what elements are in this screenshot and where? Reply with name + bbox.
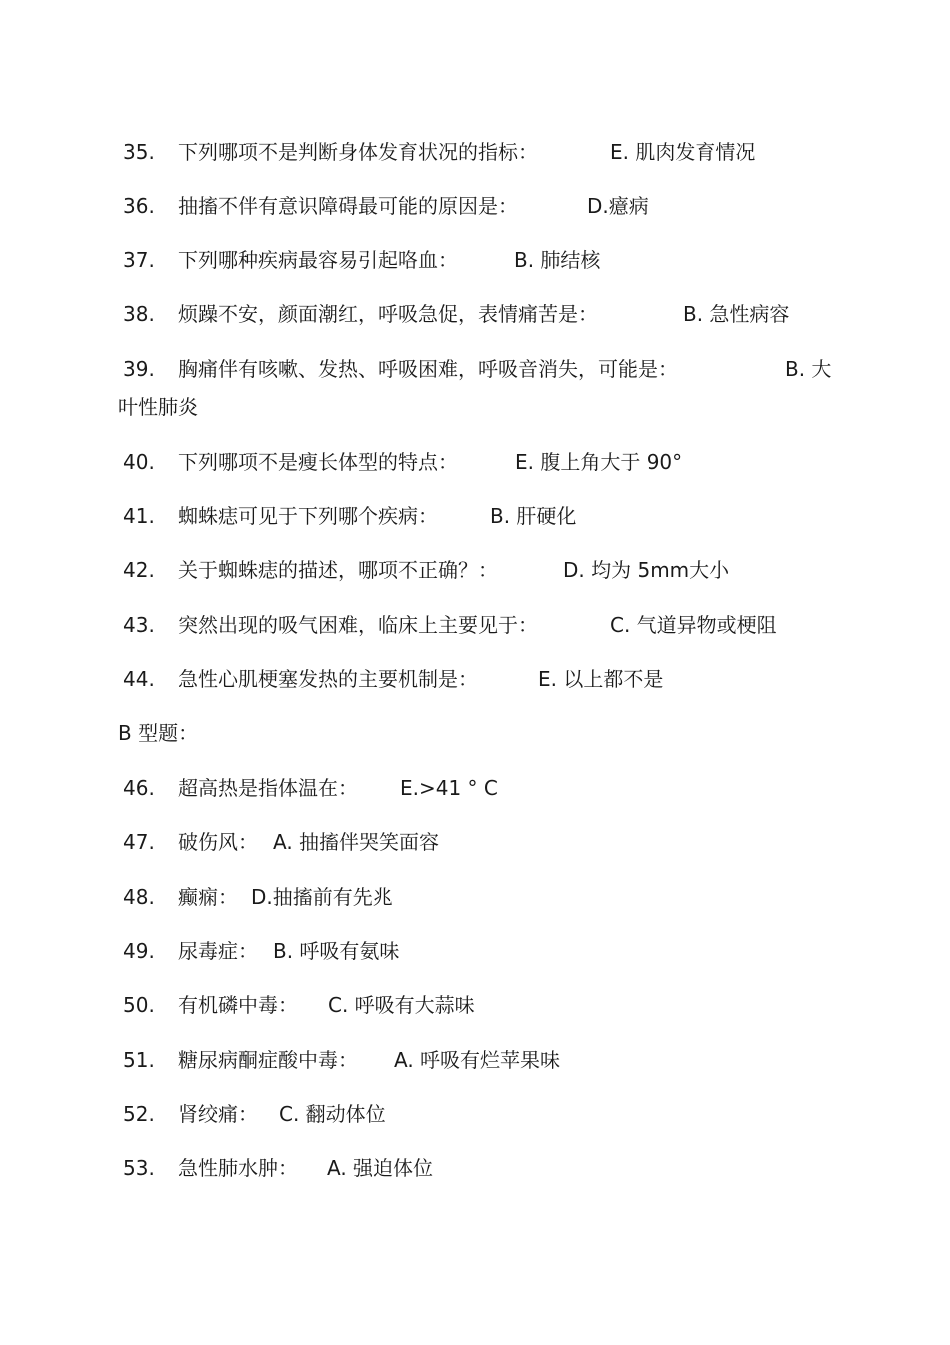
answer-text: C. 翻动体位 — [279, 1102, 386, 1126]
question-number: 43. — [123, 613, 155, 637]
answer-text: C. 气道异物或梗阻 — [610, 613, 777, 637]
question-number: 39. — [123, 357, 155, 381]
answer-text: E. 以上都不是 — [538, 667, 664, 691]
answer-text: E.>41 ° C — [400, 776, 498, 800]
question-text: 急性心肌梗塞发热的主要机制是： — [178, 667, 478, 691]
question-text: 超高热是指体温在： — [178, 776, 358, 800]
question-text: 有机磷中毒： — [178, 993, 298, 1017]
answer-text: A. 强迫体位 — [327, 1156, 434, 1180]
question-number: 52. — [123, 1102, 155, 1126]
answer-text: B. 呼吸有氨味 — [273, 939, 400, 963]
question-text: 糖尿病酮症酸中毒： — [178, 1048, 358, 1072]
question-text: 尿毒症： — [178, 939, 258, 963]
question-text: 下列哪项不是瘦长体型的特点： — [178, 450, 458, 474]
question-text: 下列哪项不是判断身体发育状况的指标： — [178, 140, 538, 164]
question-text: 抽搐不伴有意识障碍最可能的原因是： — [178, 194, 518, 218]
section-title: B 型题： — [118, 721, 199, 745]
answer-text: A. 抽搐伴哭笑面容 — [273, 830, 440, 854]
answer-text: E. 腹上角大于 90° — [515, 450, 683, 474]
answer-text: B. 肺结核 — [514, 248, 601, 272]
question-number: 48. — [123, 885, 155, 909]
answer-text: D.癔病 — [587, 194, 649, 218]
question-number: 38. — [123, 302, 155, 326]
answer-text: B. 急性病容 — [683, 302, 790, 326]
question-number: 41. — [123, 504, 155, 528]
answer-text: C. 呼吸有大蒜味 — [328, 993, 475, 1017]
question-number: 46. — [123, 776, 155, 800]
answer-text: B. 肝硬化 — [490, 504, 577, 528]
question-number: 50. — [123, 993, 155, 1017]
question-number: 49. — [123, 939, 155, 963]
answer-text: E. 肌肉发育情况 — [610, 140, 756, 164]
question-text: 关于蜘蛛痣的描述，哪项不正确？： — [178, 558, 498, 582]
question-number: 42. — [123, 558, 155, 582]
question-number: 36. — [123, 194, 155, 218]
question-text: 蜘蛛痣可见于下列哪个疾病： — [178, 504, 438, 528]
question-text: 胸痛伴有咳嗽、发热、呼吸困难，呼吸音消失，可能是： — [178, 357, 678, 381]
answer-text: D.抽搐前有先兆 — [251, 885, 393, 909]
question-text: 烦躁不安，颜面潮红，呼吸急促，表情痛苦是： — [178, 302, 598, 326]
question-text: 破伤风： — [178, 830, 258, 854]
question-number: 40. — [123, 450, 155, 474]
question-number: 53. — [123, 1156, 155, 1180]
answer-text: A. 呼吸有烂苹果味 — [394, 1048, 561, 1072]
question-text: 肾绞痛： — [178, 1102, 258, 1126]
question-text: 癫痫： — [178, 885, 238, 909]
question-text: 下列哪种疾病最容易引起咯血： — [178, 248, 458, 272]
question-number: 51. — [123, 1048, 155, 1072]
question-number: 44. — [123, 667, 155, 691]
answer-text: D. 均为 5mm大小 — [563, 558, 730, 582]
question-number: 47. — [123, 830, 155, 854]
question-text: 急性肺水肿： — [178, 1156, 298, 1180]
question-number: 37. — [123, 248, 155, 272]
question-text: 突然出现的吸气困难，临床上主要见于： — [178, 613, 538, 637]
question-number: 35. — [123, 140, 155, 164]
answer-text: B. 大 — [785, 357, 832, 381]
answer-continuation-text: 叶性肺炎 — [118, 395, 198, 419]
